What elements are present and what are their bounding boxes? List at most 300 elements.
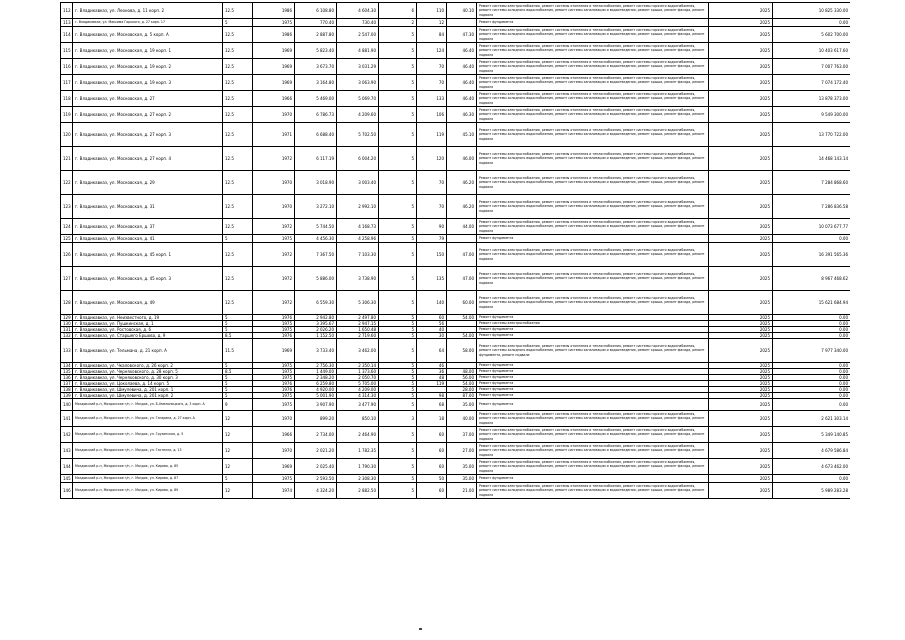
cell-b: 1969 xyxy=(253,75,295,91)
cell-g: 37.00 xyxy=(447,427,477,443)
cell-work: Ремонт системы электроснабжения, ремонт системы отопления и теплоснабжения, ремонт системы горячего водоснабжения, ремонт системы холодного водоснабжения, ремонт системы канализации и водоотведения, ремонт крыши, ремонт фасада, ремонт подвала xyxy=(477,483,709,499)
cell-addr: г. Владикавказ, ул. Шмулевича, д. 201 корп. 1 xyxy=(73,387,223,393)
cell-g: 46.20 xyxy=(447,195,477,219)
cell-e: 5 xyxy=(379,59,417,75)
cell-work: Ремонт фундамента xyxy=(477,475,709,483)
cell-f: 46 xyxy=(417,363,447,369)
cell-c: 5 744.50 xyxy=(295,219,337,235)
cell-no: 132 xyxy=(61,333,73,339)
cell-g: 60.00 xyxy=(447,291,477,315)
cell-year: 2025 xyxy=(709,3,773,19)
table-row xyxy=(61,219,851,235)
cell-f: 56 xyxy=(417,321,447,327)
cell-work: Ремонт системы электроснабжения, ремонт системы отопления и теплоснабжения, ремонт системы горячего водоснабжения, ремонт системы холодного водоснабжения, ремонт системы канализации и водоотведения, ремонт крыши, ремонт фасада, ремонт подвала xyxy=(477,123,709,147)
cell-year: 2025 xyxy=(709,75,773,91)
cell-no: 123 xyxy=(61,195,73,219)
cell-addr: г. Владикавказ, ул. Ростовская, д. 6 xyxy=(73,327,223,333)
cell-work: Ремонт фундамента xyxy=(477,235,709,243)
table-row xyxy=(61,147,851,171)
cell-e: 5 xyxy=(379,107,417,123)
cell-addr: г. Владикавказ, ул. Неизвестного, д. 19 xyxy=(73,315,223,321)
cell-year: 2025 xyxy=(709,443,773,459)
cell-year: 2025 xyxy=(709,327,773,333)
cell-e: 5 xyxy=(379,75,417,91)
cell-c: 2 942.80 xyxy=(295,315,337,321)
cell-g: 35.00 xyxy=(447,399,477,411)
cell-b: 1975 xyxy=(253,327,295,333)
cell-d: 850.10 xyxy=(337,411,379,427)
cell-e: 3 xyxy=(379,411,417,427)
cell-a: 12.5 xyxy=(223,43,253,59)
cell-year: 2025 xyxy=(709,369,773,375)
table-row xyxy=(61,443,851,459)
cell-no: 143 xyxy=(61,443,73,459)
cell-sum: 15 621 684.94 xyxy=(773,291,851,315)
cell-e: 5 xyxy=(379,243,417,267)
table-row xyxy=(61,27,851,43)
cell-a: 12 xyxy=(223,483,253,499)
cell-work: Ремонт системы электроснабжения, ремонт системы отопления и теплоснабжения, ремонт системы горячего водоснабжения, ремонт системы холодного водоснабжения, ремонт системы канализации и водоотведения, ремонт крыши, ремонт фасада, ремонт фундамента, ремонт подвала xyxy=(477,339,709,363)
cell-a: 12.5 xyxy=(223,243,253,267)
cell-sum: 0.00 xyxy=(773,333,851,339)
cell-sum: 0.00 xyxy=(773,381,851,387)
cell-e: 5 xyxy=(379,91,417,107)
cell-year: 2025 xyxy=(709,459,773,475)
cell-c: 2 025.40 xyxy=(295,459,337,475)
cell-sum: 0.00 xyxy=(773,19,851,27)
capital-repair-table xyxy=(60,2,850,499)
cell-f: 133 xyxy=(417,91,447,107)
cell-d: 2 992.10 xyxy=(337,195,379,219)
cell-no: 125 xyxy=(61,235,73,243)
cell-d: 730.40 xyxy=(337,19,379,27)
cell-year: 2025 xyxy=(709,399,773,411)
cell-d: 3 003.40 xyxy=(337,171,379,195)
cell-c: 3 164.80 xyxy=(295,75,337,91)
cell-no: 144 xyxy=(61,459,73,475)
cell-sum: 4 679 586.84 xyxy=(773,443,851,459)
cell-a: 5 xyxy=(223,321,253,327)
cell-no: 122 xyxy=(61,171,73,195)
cell-addr: г. Владикавказ, ул. Московская, д. 19 корп. 3 xyxy=(73,75,223,91)
cell-d: 3 477.90 xyxy=(337,399,379,411)
cell-no: 141 xyxy=(61,411,73,427)
cell-f: 50 xyxy=(417,475,447,483)
cell-a: 8.5 xyxy=(223,333,253,339)
cell-f: 70 xyxy=(417,75,447,91)
cell-work: Ремонт системы электроснабжения, ремонт системы отопления и теплоснабжения, ремонт системы горячего водоснабжения, ремонт системы холодного водоснабжения, ремонт системы канализации и водоотведения, ремонт крыши, ремонт фасада, ремонт подвала xyxy=(477,427,709,443)
cell-e: 5 xyxy=(379,483,417,499)
cell-a: 5 xyxy=(223,381,253,387)
cell-addr: г. Владикавказ, ул. Московская, д. 27 xyxy=(73,91,223,107)
cell-g: 45.10 xyxy=(447,123,477,147)
cell-work: Ремонт системы электроснабжения, ремонт системы отопления и теплоснабжения, ремонт системы горячего водоснабжения, ремонт системы холодного водоснабжения, ремонт системы канализации и водоотведения, ремонт крыши, ремонт фасада, ремонт подвала xyxy=(477,219,709,235)
table-row xyxy=(61,123,851,147)
cell-c: 6 117.19 xyxy=(295,147,337,171)
cell-a: 12.5 xyxy=(223,3,253,19)
cell-b: 1986 xyxy=(253,3,295,19)
cell-work: Ремонт системы электроснабжения, ремонт системы отопления и теплоснабжения, ремонт системы горячего водоснабжения, ремонт системы холодного водоснабжения, ремонт системы канализации и водоотведения, ремонт крыши, ремонт фасада, ремонт подвала xyxy=(477,195,709,219)
cell-b: 1975 xyxy=(253,399,295,411)
cell-e: 5 xyxy=(379,369,417,375)
cell-c: 3 018.90 xyxy=(295,171,337,195)
table-body xyxy=(61,3,851,499)
cell-d: 4 209.00 xyxy=(337,387,379,393)
cell-e: 5 xyxy=(379,375,417,381)
cell-a: 5 xyxy=(223,363,253,369)
cell-d: 5 702.50 xyxy=(337,123,379,147)
cell-addr: г. Владикавказ, ул. Чкаловского, д. 26 корп. 2 xyxy=(73,363,223,369)
cell-f: 60 xyxy=(417,483,447,499)
cell-sum: 7 007 763.00 xyxy=(773,59,851,75)
cell-work: Ремонт системы электроснабжения, ремонт системы отопления и теплоснабжения, ремонт системы горячего водоснабжения, ремонт системы холодного водоснабжения, ремонт системы канализации и водоотведения, ремонт крыши, ремонт фасада, ремонт подвала xyxy=(477,291,709,315)
cell-e: 5 xyxy=(379,339,417,363)
cell-c: 6 688.40 xyxy=(295,123,337,147)
cell-year: 2025 xyxy=(709,333,773,339)
cell-work: Ремонт системы электроснабжения, ремонт системы отопления и теплоснабжения, ремонт системы горячего водоснабжения, ремонт системы холодного водоснабжения, ремонт системы канализации и водоотведения, ремонт крыши, ремонт фасада, ремонт подвала xyxy=(477,91,709,107)
cell-sum: 8 967 468.62 xyxy=(773,267,851,291)
cell-f: 30 xyxy=(417,333,447,339)
cell-b: 1969 xyxy=(253,339,295,363)
page-mark xyxy=(419,628,422,630)
cell-c: 5 469.00 xyxy=(295,91,337,107)
cell-b: 1970 xyxy=(253,411,295,427)
table-row xyxy=(61,267,851,291)
cell-g: 47.00 xyxy=(447,267,477,291)
cell-b: 1976 xyxy=(253,333,295,339)
cell-work: Ремонт системы электроснабжения, ремонт системы отопления и теплоснабжения, ремонт системы горячего водоснабжения, ремонт системы холодного водоснабжения, ремонт системы канализации и водоотведения, ремонт крыши, ремонт фасада, ремонт подвала xyxy=(477,243,709,267)
cell-work: Ремонт системы электроснабжения, ремонт системы отопления и теплоснабжения, ремонт системы горячего водоснабжения, ремонт системы холодного водоснабжения, ремонт системы канализации и водоотведения, ремонт крыши, ремонт фасада, ремонт подвала xyxy=(477,75,709,91)
cell-addr: г. Владикавказ, ул. Московская, д. 41 xyxy=(73,235,223,243)
cell-d: 2 947.15 xyxy=(337,321,379,327)
cell-c: 6 786.73 xyxy=(295,107,337,123)
cell-no: 113 xyxy=(61,19,73,27)
cell-work: Ремонт системы электроснабжения, ремонт системы отопления и теплоснабжения, ремонт системы горячего водоснабжения, ремонт системы холодного водоснабжения, ремонт системы канализации и водоотведения, ремонт крыши, ремонт фасада, ремонт подвала xyxy=(477,27,709,43)
cell-year: 2025 xyxy=(709,339,773,363)
cell-no: 129 xyxy=(61,315,73,321)
cell-e: 5 xyxy=(379,147,417,171)
cell-year: 2025 xyxy=(709,267,773,291)
cell-no: 146 xyxy=(61,483,73,499)
cell-sum: 7 977 340.00 xyxy=(773,339,851,363)
cell-c: 7 367.50 xyxy=(295,243,337,267)
cell-g: 35.00 xyxy=(447,475,477,483)
cell-d: 5 069.70 xyxy=(337,91,379,107)
cell-work: Ремонт фундамента xyxy=(477,387,709,393)
cell-year: 2025 xyxy=(709,291,773,315)
cell-g: 54.00 xyxy=(447,333,477,339)
cell-addr: Моздокский р-н, Моздокское г/п, г. Моздок, ул. Кирова, д. 87 xyxy=(73,475,223,483)
cell-work: Ремонт системы электроснабжения, ремонт системы отопления и теплоснабжения, ремонт системы горячего водоснабжения, ремонт системы холодного водоснабжения, ремонт системы канализации и водоотведения, ремонт крыши, ремонт фасада, ремонт подвала xyxy=(477,443,709,459)
cell-e: 5 xyxy=(379,219,417,235)
table-row xyxy=(61,171,851,195)
cell-b: 1970 xyxy=(253,171,295,195)
cell-year: 2025 xyxy=(709,427,773,443)
cell-g: 27.00 xyxy=(447,443,477,459)
cell-b: 1976 xyxy=(253,381,295,387)
cell-e: 5 xyxy=(379,171,417,195)
cell-year: 2025 xyxy=(709,387,773,393)
cell-sum: 5 989 283.28 xyxy=(773,483,851,499)
cell-sum: 4 673 462.00 xyxy=(773,459,851,475)
cell-b: 1966 xyxy=(253,91,295,107)
cell-e: 5 xyxy=(379,291,417,315)
cell-no: 138 xyxy=(61,387,73,393)
cell-work: Ремонт фундамента xyxy=(477,333,709,339)
table-row xyxy=(61,483,851,499)
cell-a: 11.5 xyxy=(223,339,253,363)
cell-b: 1972 xyxy=(253,147,295,171)
cell-addr: г. Владикавказ, ул. Московская, д. 19 корп. 1 xyxy=(73,43,223,59)
cell-f: 140 xyxy=(417,291,447,315)
cell-addr: г. Владикавказ, ул. Леонова, д. 11 корп. 2 xyxy=(73,3,223,19)
cell-year: 2025 xyxy=(709,123,773,147)
cell-d: 1 790.30 xyxy=(337,459,379,475)
cell-f: 119 xyxy=(417,381,447,387)
cell-year: 2025 xyxy=(709,147,773,171)
cell-work: Ремонт фундамента xyxy=(477,393,709,399)
cell-work: Ремонт фундамента xyxy=(477,375,709,381)
cell-sum: 0.00 xyxy=(773,393,851,399)
cell-sum: 0.00 xyxy=(773,399,851,411)
cell-f: 106 xyxy=(417,107,447,123)
cell-b: 1969 xyxy=(253,59,295,75)
table-row xyxy=(61,399,851,411)
cell-year: 2025 xyxy=(709,91,773,107)
cell-e: 5 xyxy=(379,363,417,369)
cell-c: 899.20 xyxy=(295,411,337,427)
cell-g: 21.00 xyxy=(447,483,477,499)
cell-c: 2 593.50 xyxy=(295,475,337,483)
cell-c: 6 259.80 xyxy=(295,381,337,387)
cell-addr: г. Владикавказ, ул. Шмулевича, д. 201 корп. 2 xyxy=(73,393,223,399)
cell-year: 2025 xyxy=(709,219,773,235)
cell-a: 12.5 xyxy=(223,267,253,291)
cell-f: 18 xyxy=(417,411,447,427)
cell-sum: 7 286 836.58 xyxy=(773,195,851,219)
cell-no: 137 xyxy=(61,381,73,387)
cell-d: 2 719.60 xyxy=(337,333,379,339)
cell-year: 2025 xyxy=(709,475,773,483)
cell-no: 135 xyxy=(61,369,73,375)
cell-b: 1969 xyxy=(253,43,295,59)
cell-f: 12 xyxy=(417,19,447,27)
cell-f: 60 xyxy=(417,315,447,321)
cell-e: 2 xyxy=(379,19,417,27)
cell-addr: г. Владикавказ, ул. Московская, д. 37 xyxy=(73,219,223,235)
cell-a: 5 xyxy=(223,19,253,27)
cell-d: 1 373.60 xyxy=(337,369,379,375)
cell-e: 5 xyxy=(379,27,417,43)
cell-d: 3 031.29 xyxy=(337,59,379,75)
cell-d: 4 258.96 xyxy=(337,235,379,243)
cell-no: 124 xyxy=(61,219,73,235)
cell-g: 28.00 xyxy=(447,387,477,393)
cell-work: Ремонт системы электроснабжения, ремонт системы отопления и теплоснабжения, ремонт системы горячего водоснабжения, ремонт системы холодного водоснабжения, ремонт системы канализации и водоотведения, ремонт крыши, ремонт фасада, ремонт подвала xyxy=(477,171,709,195)
cell-c: 4 324.20 xyxy=(295,483,337,499)
cell-addr: Моздокский р-н, Моздокское г/п, г. Моздок, ул. Гагарина, д. 27 корп. А xyxy=(73,411,223,427)
table-row xyxy=(61,75,851,91)
cell-year: 2025 xyxy=(709,59,773,75)
cell-sum: 0.00 xyxy=(773,363,851,369)
cell-a: 12 xyxy=(223,459,253,475)
cell-e: 5 xyxy=(379,387,417,393)
cell-a: 12.5 xyxy=(223,291,253,315)
cell-work: Ремонт системы электроснабжения, ремонт системы отопления и теплоснабжения, ремонт системы горячего водоснабжения, ремонт системы холодного водоснабжения, ремонт системы канализации и водоотведения, ремонт крыши, ремонт фасада, ремонт подвала xyxy=(477,147,709,171)
cell-sum: 5 349 140.85 xyxy=(773,427,851,443)
cell-c: 4 456.30 xyxy=(295,235,337,243)
cell-year: 2025 xyxy=(709,411,773,427)
cell-year: 2025 xyxy=(709,27,773,43)
cell-a: 12 xyxy=(223,443,253,459)
cell-sum: 0.00 xyxy=(773,315,851,321)
cell-d: 1 650.48 xyxy=(337,327,379,333)
cell-a: 12.5 xyxy=(223,91,253,107)
cell-work: Ремонт системы электроснабжения, ремонт системы отопления и теплоснабжения, ремонт системы горячего водоснабжения, ремонт системы холодного водоснабжения, ремонт системы канализации и водоотведения, ремонт крыши, ремонт фасада, ремонт подвала xyxy=(477,267,709,291)
cell-b: 1975 xyxy=(253,363,295,369)
cell-e: 5 xyxy=(379,459,417,475)
cell-d: 3 063.90 xyxy=(337,75,379,91)
cell-c: 1 449.00 xyxy=(295,369,337,375)
cell-sum: 10 073 677.77 xyxy=(773,219,851,235)
cell-c: 3 673.70 xyxy=(295,59,337,75)
table-row xyxy=(61,411,851,427)
cell-c: 3 395.67 xyxy=(295,321,337,327)
cell-c: 3 907.90 xyxy=(295,399,337,411)
cell-work: Ремонт фундамента xyxy=(477,19,709,27)
cell-g: 46.30 xyxy=(447,107,477,123)
cell-d: 7 103.30 xyxy=(337,243,379,267)
cell-b: 1970 xyxy=(253,195,295,219)
cell-b: 1966 xyxy=(253,427,295,443)
cell-d: 2 050.70 xyxy=(337,375,379,381)
cell-b: 1976 xyxy=(253,387,295,393)
cell-addr: г. Владикавказ, ул. Черняховского, д. 28 корп. 5 xyxy=(73,369,223,375)
cell-no: 121 xyxy=(61,147,73,171)
cell-year: 2025 xyxy=(709,43,773,59)
cell-b: 1975 xyxy=(253,475,295,483)
cell-g: 46.40 xyxy=(447,75,477,91)
cell-f: 110 xyxy=(417,3,447,19)
cell-sum: 0.00 xyxy=(773,235,851,243)
cell-c: 2 887.80 xyxy=(295,27,337,43)
cell-f: 36 xyxy=(417,369,447,375)
cell-sum: 0.00 xyxy=(773,375,851,381)
cell-d: 2 350.14 xyxy=(337,363,379,369)
cell-a: 8.5 xyxy=(223,369,253,375)
cell-b: 1975 xyxy=(253,369,295,375)
cell-c: 6 559.30 xyxy=(295,291,337,315)
cell-work: Ремонт системы электроснабжения xyxy=(477,321,709,327)
cell-c: 3 272.10 xyxy=(295,195,337,219)
cell-c: 5 823.40 xyxy=(295,43,337,59)
cell-no: 126 xyxy=(61,243,73,267)
cell-no: 131 xyxy=(61,327,73,333)
cell-c: 6 108.80 xyxy=(295,3,337,19)
cell-a: 5 xyxy=(223,375,253,381)
cell-addr: г. Владикавказ, ул. Максима Горького, д. 27 корп. 17 xyxy=(73,19,223,27)
cell-e: 5 xyxy=(379,123,417,147)
cell-sum: 7 074 172.40 xyxy=(773,75,851,91)
cell-addr: г. Владикавказ, ул. Московская, д. 27 корп. 3 xyxy=(73,123,223,147)
cell-f: 70 xyxy=(417,171,447,195)
cell-b: 1975 xyxy=(253,321,295,327)
cell-sum: 2 621 303.14 xyxy=(773,411,851,427)
cell-c: 2 348.20 xyxy=(295,375,337,381)
cell-f: 60 xyxy=(417,459,447,475)
cell-f: 70 xyxy=(417,59,447,75)
table-row xyxy=(61,107,851,123)
table-row xyxy=(61,475,851,483)
cell-e: 5 xyxy=(379,321,417,327)
cell-addr: Моздокский р-н, Моздокское г/п, г. Моздок, ул. Грузинская, д. 5 xyxy=(73,427,223,443)
cell-a: 12.5 xyxy=(223,27,253,43)
cell-e: 5 xyxy=(379,399,417,411)
cell-c: 2 026.20 xyxy=(295,327,337,333)
cell-b: 1974 xyxy=(253,483,295,499)
cell-f: 68 xyxy=(417,399,447,411)
cell-g: 87.00 xyxy=(447,393,477,399)
cell-no: 119 xyxy=(61,107,73,123)
cell-no: 145 xyxy=(61,475,73,483)
cell-f: 150 xyxy=(417,243,447,267)
cell-f: 60 xyxy=(417,443,447,459)
cell-d: 3 462.00 xyxy=(337,339,379,363)
cell-addr: г. Владикавказ, ул. Московская, д. 49 xyxy=(73,291,223,315)
cell-work: Ремонт фундамента xyxy=(477,327,709,333)
cell-d: 3 738.90 xyxy=(337,267,379,291)
cell-year: 2025 xyxy=(709,243,773,267)
cell-a: 9 xyxy=(223,399,253,411)
cell-addr: Моздокский р-н, Моздокское г/п, г. Моздок, ул. Б.Хмельницкого, д. 3 корп. А xyxy=(73,399,223,411)
cell-sum: 0.00 xyxy=(773,475,851,483)
cell-work: Ремонт фундамента xyxy=(477,399,709,411)
cell-c: 5 886.00 xyxy=(295,267,337,291)
cell-a: 5 xyxy=(223,393,253,399)
table-row xyxy=(61,91,851,107)
table-row xyxy=(61,195,851,219)
cell-sum: 14 468 143.14 xyxy=(773,147,851,171)
cell-f: 119 xyxy=(417,123,447,147)
cell-addr: г. Владикавказ, ул. Московская, д. 27 корп. 4 xyxy=(73,147,223,171)
cell-e: 5 xyxy=(379,195,417,219)
cell-year: 2025 xyxy=(709,375,773,381)
cell-f: 48 xyxy=(417,375,447,381)
cell-e: 6 xyxy=(379,3,417,19)
cell-sum: 0.00 xyxy=(773,321,851,327)
table-row xyxy=(61,19,851,27)
cell-work: Ремонт системы электроснабжения, ремонт системы отопления и теплоснабжения, ремонт системы горячего водоснабжения, ремонт системы холодного водоснабжения, ремонт системы канализации и водоотведения, ремонт крыши, ремонт фасада, ремонт подвала xyxy=(477,59,709,75)
cell-b: 1972 xyxy=(253,291,295,315)
cell-a: 5 xyxy=(223,327,253,333)
cell-no: 127 xyxy=(61,267,73,291)
cell-b: 1969 xyxy=(253,459,295,475)
cell-e: 5 xyxy=(379,393,417,399)
cell-g: 56.00 xyxy=(447,375,477,381)
cell-work: Ремонт фундамента xyxy=(477,381,709,387)
cell-year: 2025 xyxy=(709,315,773,321)
cell-no: 118 xyxy=(61,91,73,107)
cell-a: 12.5 xyxy=(223,171,253,195)
cell-f: 40 xyxy=(417,327,447,333)
cell-g: 58.00 xyxy=(447,339,477,363)
cell-d: 5 705.00 xyxy=(337,381,379,387)
cell-year: 2025 xyxy=(709,381,773,387)
cell-b: 1986 xyxy=(253,27,295,43)
cell-a: 5 xyxy=(223,475,253,483)
cell-work: Ремонт системы электроснабжения, ремонт системы отопления и теплоснабжения, ремонт системы горячего водоснабжения, ремонт системы холодного водоснабжения, ремонт системы канализации и водоотведения, ремонт крыши, ремонт фасада, ремонт подвала xyxy=(477,107,709,123)
cell-e: 5 xyxy=(379,475,417,483)
